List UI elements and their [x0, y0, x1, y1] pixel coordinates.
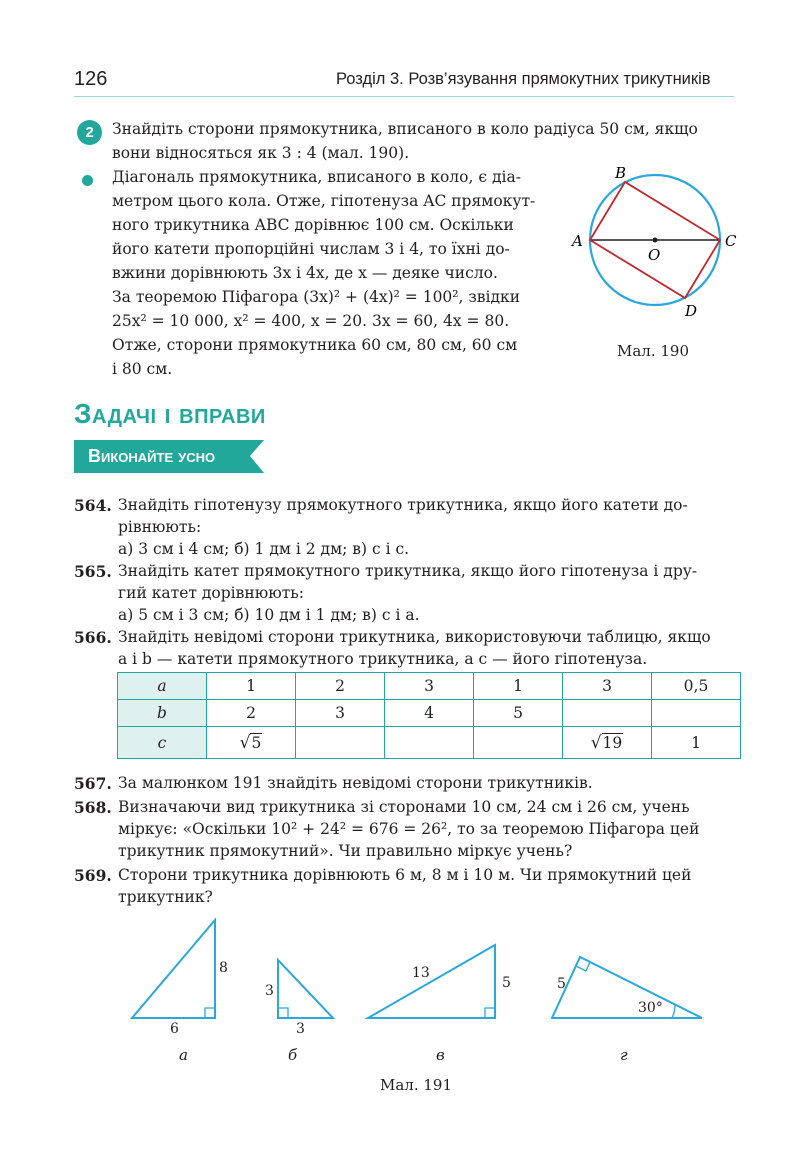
- solution-line: 25x² = 10 000, x² = 400, x = 20. 3x = 60, 4x = 80.: [112, 312, 510, 330]
- label-d: D: [685, 302, 698, 320]
- triangle-g: [552, 957, 702, 1018]
- table-cell: [652, 700, 741, 727]
- exercise-text: а) 3 см і 4 см; б) 1 дм і 2 дм; в) c і c.: [118, 540, 410, 558]
- example-problem-line: вони відносяться як 3 : 4 (мал. 190).: [112, 144, 410, 162]
- exercise-text: гий катет дорівнюють:: [118, 584, 304, 602]
- table-cell: [296, 727, 385, 759]
- solution-line: його катети пропорційні числам 3 і 4, то їхні до-: [112, 240, 510, 258]
- example-badge: 2: [77, 120, 102, 145]
- label-a: A: [572, 232, 583, 250]
- tri-g-angle-label: 30°: [638, 1000, 663, 1016]
- table-row: [118, 700, 741, 727]
- solution-bullet-icon: [82, 175, 93, 186]
- table-cell: 3: [296, 700, 385, 727]
- center-point: [653, 238, 658, 243]
- sqrt-radicand: 19: [602, 733, 623, 752]
- tri-v-side-label: 5: [502, 975, 511, 991]
- table-row: [118, 673, 741, 700]
- solution-line: Отже, сторони прямокутника 60 см, 80 см, 60 см: [112, 336, 518, 354]
- tri-b-side-label: 3: [265, 983, 274, 999]
- table-cell: [207, 727, 296, 759]
- right-angle-mark: [485, 1008, 495, 1018]
- figure-sublabel: а: [179, 1046, 188, 1064]
- section-title: Задачі і вправи: [74, 398, 266, 429]
- table-header-cell: a: [118, 673, 207, 700]
- page-number: 126: [74, 68, 108, 90]
- solution-line: ного трикутника ABC дорівнює 100 см. Оскільки: [112, 216, 514, 234]
- sides-table: [117, 672, 741, 759]
- table-cell: [385, 727, 474, 759]
- figure-sublabel: в: [436, 1046, 445, 1064]
- exercise-number: 567.: [74, 774, 112, 793]
- exercise-number: 568.: [74, 798, 112, 817]
- right-angle-mark: [205, 1008, 215, 1018]
- exercise-number: 566.: [74, 628, 112, 647]
- figure-sublabel: б: [288, 1046, 298, 1064]
- table-cell: 1: [652, 727, 741, 759]
- figure-190: [560, 160, 760, 360]
- table-header-cell: c: [118, 727, 207, 759]
- solution-line: метром цього кола. Отже, гіпотенуза AC прямокут-: [112, 192, 536, 210]
- solution-line: За теоремою Піфагора (3x)² + (4x)² = 100², звідки: [112, 288, 521, 306]
- tri-b-side-label: 3: [296, 1021, 305, 1037]
- tri-a-side-label: 6: [170, 1021, 179, 1037]
- solution-line: і 80 см.: [112, 360, 173, 378]
- example-problem-line: Знайдіть сторони прямокутника, вписаного в коло радіуса 50 см, якщо: [112, 120, 698, 138]
- exercise-text: Визначаючи вид трикутника зі сторонами 10 см, 24 см і 26 см, учень: [118, 798, 690, 816]
- sqrt-expression: √5: [239, 732, 262, 753]
- exercise-text: а) 5 см і 3 см; б) 10 дм і 1 дм; в) c і a.: [118, 606, 420, 624]
- exercise-text: трикутник прямокутний». Чи правильно міркує учень?: [118, 842, 573, 860]
- header-rule: [74, 96, 734, 97]
- exercise-text: Знайдіть невідомі сторони трикутника, використовуючи таблицю, якщо: [118, 628, 711, 646]
- table-cell: [563, 700, 652, 727]
- label-c: C: [725, 232, 737, 250]
- exercise-text: міркує: «Оскільки 10² + 24² = 676 = 26², то за теоремою Піфагора цей: [118, 820, 700, 838]
- label-b: B: [615, 164, 627, 182]
- table-cell: 1: [474, 673, 563, 700]
- sqrt-expression: √19: [590, 732, 623, 753]
- solution-line: Діагональ прямокутника, вписаного в коло, є діа-: [112, 168, 521, 186]
- tri-g-side-label: 5: [557, 976, 566, 992]
- figure-191-caption: Мал. 191: [380, 1076, 452, 1094]
- table-cell: 2: [207, 700, 296, 727]
- sqrt-radicand: 5: [251, 733, 262, 752]
- triangle-a: [132, 920, 215, 1018]
- triangle-v: [368, 945, 495, 1018]
- tri-v-side-label: 13: [412, 965, 430, 981]
- table-row: [118, 727, 741, 759]
- exercise-number: 565.: [74, 562, 112, 581]
- solution-line: вжини дорівнюють 3x і 4x, де x — деяке число.: [112, 264, 498, 282]
- running-head: Розділ 3. Розв’язування прямокутних трикутників: [336, 70, 711, 88]
- exercise-text: a і b — катети прямокутного трикутника, а c — його гіпотенуза.: [118, 650, 648, 668]
- figure-sublabel: г: [620, 1046, 628, 1064]
- exercise-text: За малюнком 191 знайдіть невідомі сторони трикутників.: [118, 774, 593, 792]
- table-cell: 2: [296, 673, 385, 700]
- triangle-b: [278, 960, 333, 1018]
- exercise-text: Знайдіть гіпотенузу прямокутного трикутника, якщо його катети до-: [118, 496, 688, 514]
- right-angle-mark: [278, 1008, 288, 1018]
- oral-banner-label: Виконайте усно: [88, 446, 216, 466]
- table-cell: 3: [563, 673, 652, 700]
- table-cell: [474, 727, 563, 759]
- exercise-text: трикутник?: [118, 888, 213, 906]
- table-header-cell: b: [118, 700, 207, 727]
- exercise-number: 569.: [74, 866, 112, 885]
- table-cell: 3: [385, 673, 474, 700]
- exercise-number: 564.: [74, 496, 112, 515]
- exercise-text: Знайдіть катет прямокутного трикутника, якщо його гіпотенуза і дру-: [118, 562, 698, 580]
- table-cell: 4: [385, 700, 474, 727]
- table-cell: 1: [207, 673, 296, 700]
- label-o: O: [648, 246, 661, 264]
- table-cell: 0,5: [652, 673, 741, 700]
- exercise-text: рівнюють:: [118, 518, 202, 536]
- table-cell: 5: [474, 700, 563, 727]
- table-cell: [563, 727, 652, 759]
- figure-191: [120, 905, 720, 1065]
- exercise-text: Сторони трикутника дорівнюють 6 м, 8 м і 10 м. Чи прямокутний цей: [118, 866, 692, 884]
- tri-a-side-label: 8: [219, 960, 228, 976]
- figure-190-caption: Мал. 190: [617, 342, 689, 360]
- angle-arc: [672, 1005, 675, 1018]
